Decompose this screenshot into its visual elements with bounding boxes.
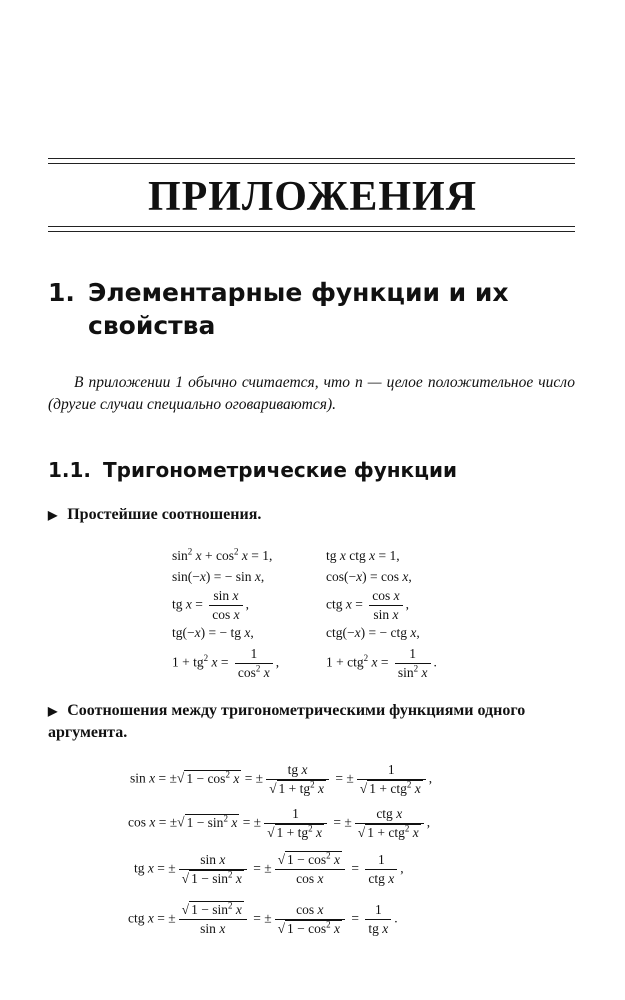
section-heading	[48, 276, 588, 342]
paragraph-simple-text: Простейшие соотношения.	[67, 506, 262, 523]
paragraph-simple	[48, 504, 578, 526]
paragraph-relations-text: Соотношения между тригонометрическими функциями одного аргумента.	[48, 702, 526, 741]
subsection-number: 1.1.	[48, 458, 92, 482]
paragraph-relations	[48, 700, 578, 744]
triangle-bullet-icon: ▶	[48, 508, 58, 522]
bottom-rule-1	[48, 226, 575, 227]
top-rule-1	[48, 158, 575, 159]
chapter-title: ПРИЛОЖЕНИЯ	[147, 174, 478, 220]
subsection-title: Тригонометрические функции	[103, 458, 457, 482]
top-rule-2	[48, 163, 575, 164]
subsection-heading	[48, 458, 457, 482]
section-number: 1.	[48, 278, 75, 307]
bottom-rule-2	[48, 231, 575, 232]
section-title: Элементарные функции и их свойства	[88, 278, 509, 340]
triangle-bullet-icon: ▶	[48, 704, 58, 718]
intro-paragraph: В приложении 1 обычно считается, что n — целое положительное число (другие случаи специально оговариваются).	[48, 374, 575, 413]
